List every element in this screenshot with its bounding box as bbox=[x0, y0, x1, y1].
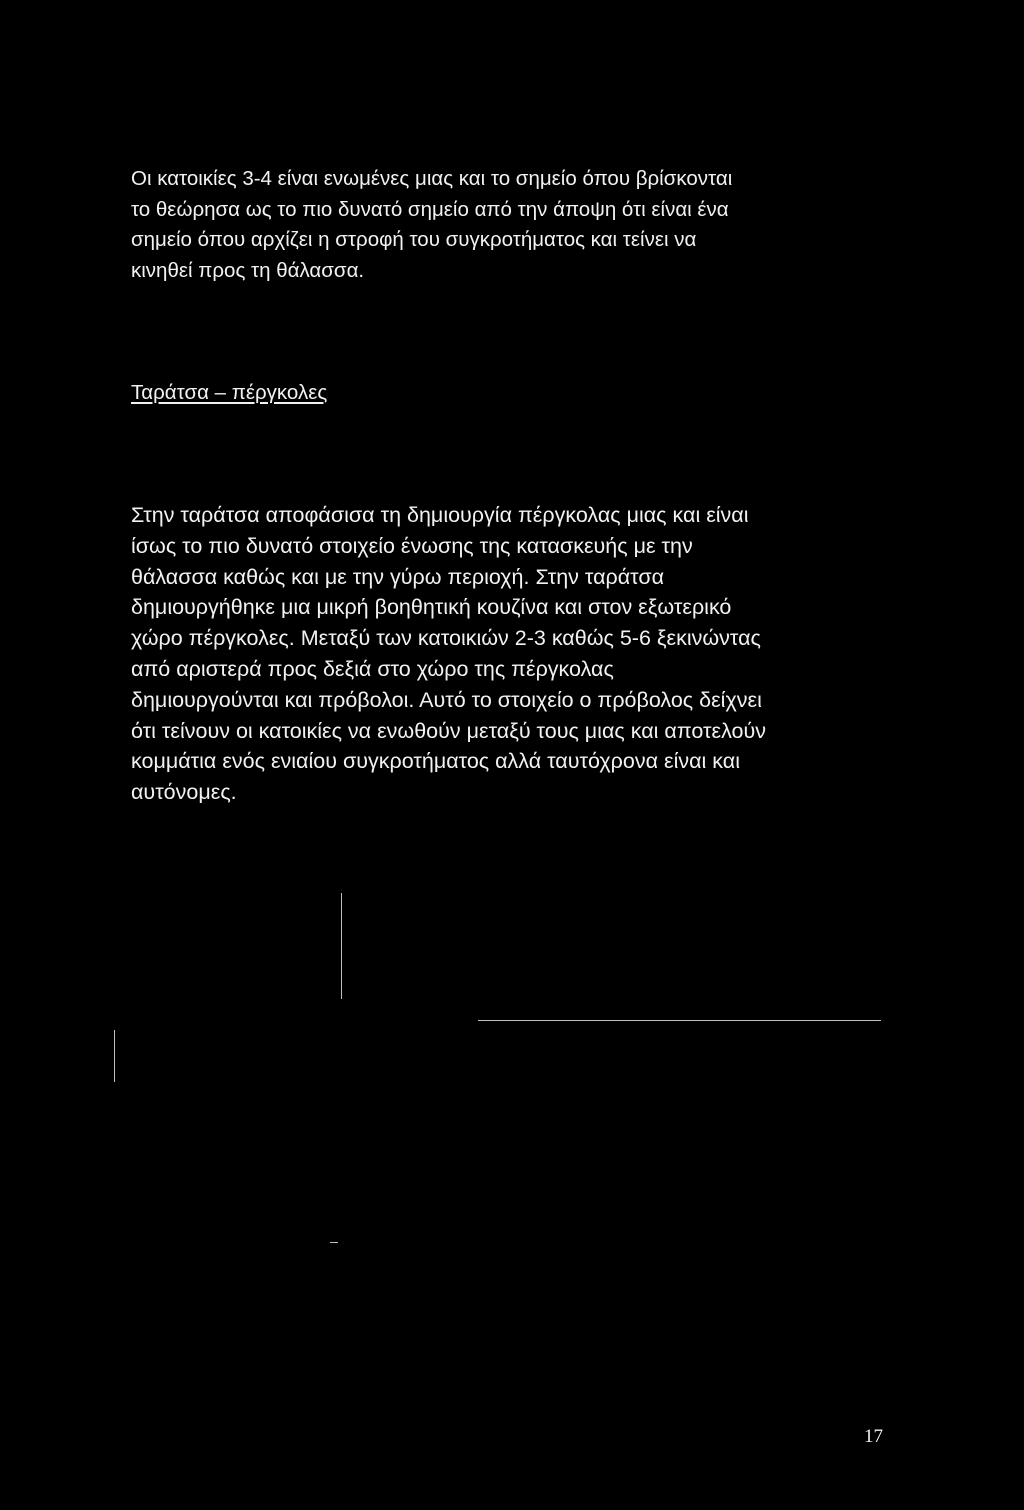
paragraph-intro: Οι κατοικίες 3-4 είναι ενωμένες μιας και το σημείο όπου βρίσκονται το θεώρησα ως το πιο δυνατό σημείο από την άποψη ότι είναι ένα σημείο όπου αρχίζει η στροφή του συγκροτήματος και τείνει να κινηθεί προς τη θάλασσα. bbox=[131, 167, 733, 282]
section-heading: Ταράτσα – πέργκολες bbox=[131, 381, 328, 404]
paragraph-rooftop: Στην ταράτσα αποφάσισα τη δημιουργία πέργκολας μιας και είναι ίσως το πιο δυνατό στοιχείο ένωσης της κατασκευής με την θάλασσα καθώς και με την γύρω περιοχή. Στην ταράτσα δημιουργήθηκε μια μικρή βοηθητική κουζίνα και στον εξωτερικό χώρο πέργκολες. Μεταξύ των κατοικιών 2-3 καθώς 5-6 ξεκινώντας από αριστερά προς δεξιά στο χώρο της πέργκολας δημιουργούνται και πρόβολοι. Αυτό το στοιχείο ο πρόβολος δείχνει ότι τείνουν οι κατοικίες να ενωθούν μεταξύ τους μιας και αποτελούν κομμάτια ενός ενιαίου συγκροτήματος αλλά ταυτόχρονα είναι και αυτόνομες. bbox=[131, 503, 766, 805]
scan-artifact-vertical-line bbox=[114, 1030, 115, 1082]
scan-artifact-vertical-line bbox=[341, 893, 342, 999]
page-number: 17 bbox=[864, 1426, 883, 1447]
scan-artifact-mark bbox=[330, 1242, 338, 1243]
scan-artifact-horizontal-line bbox=[478, 1020, 881, 1021]
